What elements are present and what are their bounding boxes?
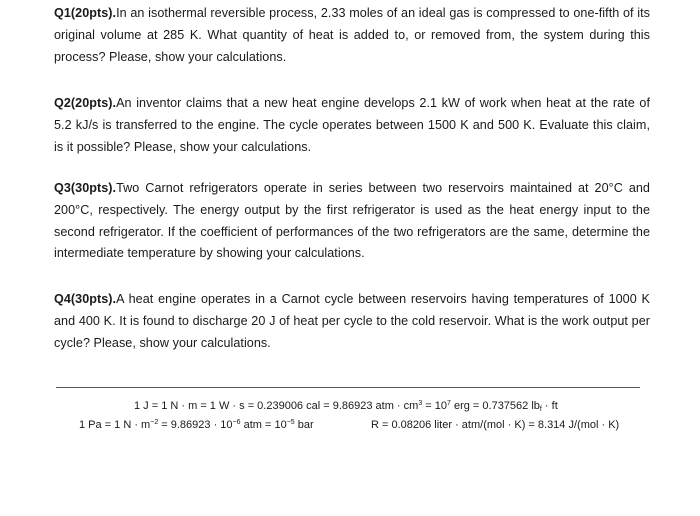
subscript: f [539,406,542,413]
pressure-conversion-part: atm = 10 [240,419,287,431]
question-2 [54,93,650,158]
question-number: Q1(20pts). [54,6,117,20]
exponent: 7 [447,400,451,407]
question-number: Q4(30pts). [54,292,117,306]
energy-conversion-part: · ft [541,400,558,412]
question-text: An inventor claims that a new heat engine develops 2.1 kW of work when heat at the rate of 5.2 kJ/s is transferred to the engine. The cycle operates between 1500 K and 500 K. Evaluate this claim, is it possible? Please, show your calculations. [54,96,650,154]
energy-conversion-part: 1 J = 1 N · m = 1 W · s = 0.239006 cal = 9.86923 atm · cm [134,400,419,412]
energy-conversion-part: = 10 [422,400,447,412]
gas-constant-line: R = 0.08206 liter · atm/(mol · K) = 8.314 J/(mol · K) [371,419,620,431]
energy-conversion-line [134,399,558,413]
exponent: −6 [232,419,241,426]
question-3 [54,178,650,265]
question-text: In an isothermal reversible process, 2.33 moles of an ideal gas is compressed to one-fifth of its original volume at 285 K. What quantity of heat is added to, or removed from, the system during this process? Please, show your calculations. [54,6,650,64]
question-number: Q3(30pts). [54,181,117,195]
divider-line [56,387,640,388]
question-1 [54,3,650,68]
pressure-conversion-part: = 9.86923 · 10 [158,419,233,431]
exponent: 3 [418,400,423,407]
question-4 [54,289,650,354]
pressure-conversion-line [79,418,314,432]
question-text: Two Carnot refrigerators operate in series between two reservoirs maintained at 20°C and 200°C, respectively. The energy output by the first refrigerator is used as the heat energy input to the second refrigerator. If the coefficient of performances of the two refrigerators are the same, determine the intermediate temperature by showing your calculations. [54,181,650,261]
pressure-conversion-part: bar [294,419,314,431]
pressure-conversion-part: 1 Pa = 1 N · m [79,419,151,431]
energy-conversion-part: erg = 0.737562 lb [450,400,540,412]
exponent: −2 [150,419,159,426]
question-text: A heat engine operates in a Carnot cycle between reservoirs having temperatures of 1000 K and 400 K. It is found to discharge 20 J of heat per cycle to the cold reservoir. What is the work output per cycle? Please, show your calculations. [54,292,650,350]
exponent: −5 [286,419,295,426]
question-number: Q2(20pts). [54,96,117,110]
